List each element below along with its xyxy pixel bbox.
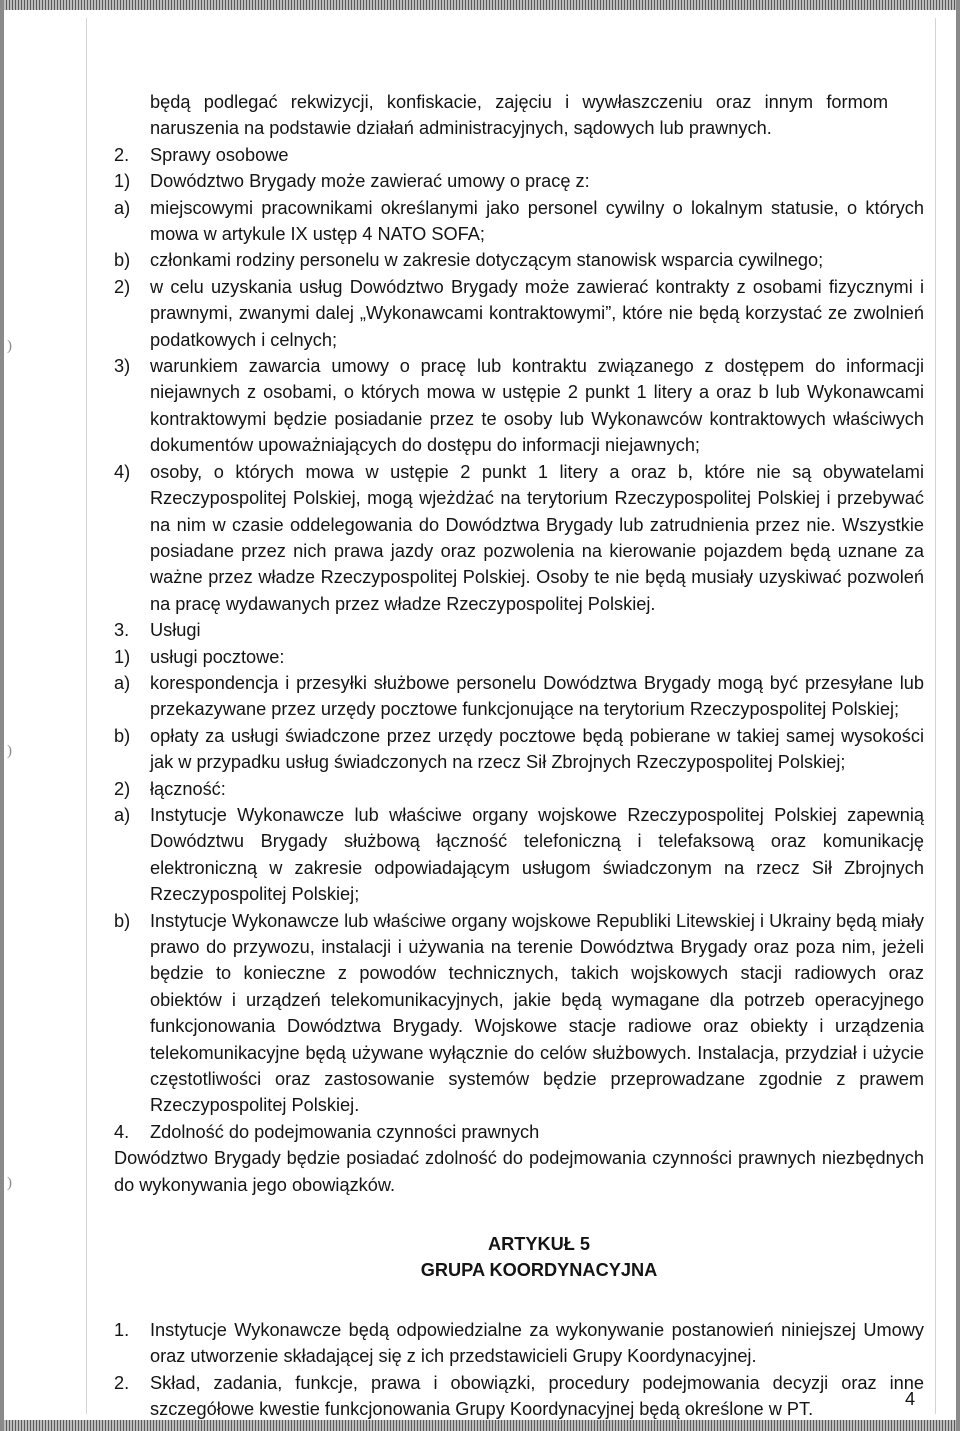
- scan-border-left: [0, 0, 4, 1431]
- spacer: [114, 1198, 924, 1231]
- article-title: GRUPA KOORDYNACYJNA: [420, 1260, 658, 1281]
- item-number: 1.: [114, 1319, 130, 1340]
- article-number: ARTYKUŁ 5: [487, 1234, 591, 1255]
- list-item: [114, 908, 924, 1119]
- punch-mark: ): [7, 1175, 12, 1191]
- item-text: Instytucje Wykonawcze lub właściwe organy wojskowe Republiki Litewskiej i Ukrainy będą miały prawo do przywozu, instalacji i używania na terenie Dowództwa Brygady oraz poza nim, jeżeli będzie to konieczne z powodów technicznych, takich wojskowych stacji radiowych oraz obiektów i urządzeń telekomunikacyjnych, jakie będą wymagane dla potrzeb operacyjnego funkcjonowania Dowództwa Brygady. Wojskowe stacje radiowe oraz obiekty i urządzenia telekomunikacyjne będą używane wyłącznie do celów służbowych. Instalacja, przydział i użycie częstotliwości oraz zastosowanie systemów będzie przeprowadzane zgodnie z prawem Rzeczypospolitej Polskiej.: [150, 910, 924, 1116]
- item-text: łączność:: [150, 778, 226, 799]
- closing-paragraph: Dowództwo Brygady będzie posiadać zdolność do podejmowania czynności prawnych niezbędnych do wykonywania jego obowiązków.: [114, 1148, 924, 1195]
- section-heading: [114, 1119, 924, 1145]
- item-text: Skład, zadania, funkcje, prawa i obowiązki, procedury podejmowania decyzji oraz inne szczegółowe kwestie funkcjonowania Grupy Koordynacyjnej będą określone w PT.: [150, 1372, 924, 1420]
- list-item: [114, 168, 924, 194]
- item-number: 4.: [114, 1121, 130, 1142]
- item-number: 3): [114, 356, 131, 377]
- item-text: w celu uzyskania usług Dowództwo Brygady może zawierać kontrakty z osobami fizycznymi i prawnymi, zwanymi dalej „Wykonawcami kontraktowymi”, które nie będą korzystać ze zwolnień podatkowych i celnych;: [150, 276, 924, 350]
- list-item: [114, 776, 924, 802]
- item-number: b): [114, 725, 131, 746]
- list-item: [114, 247, 924, 273]
- list-item: [114, 723, 924, 776]
- document-body: [114, 89, 924, 1423]
- item-text: warunkiem zawarcia umowy o pracę lub kontraktu związanego z dostępem do informacji niejawnych z osobami, o których mowa w ustępie 2 punkt 1 litery a oraz b lub Wykonawcami kontraktowymi będzie posiadanie przez te osoby lub Wykonawców kontraktowych właściwych dokumentów upoważniających do dostępu do informacji niejawnych;: [150, 356, 924, 456]
- item-number: 2.: [114, 144, 130, 165]
- section-heading: [114, 617, 924, 643]
- item-number: 1): [114, 646, 131, 667]
- item-number: a): [114, 804, 131, 825]
- list-item: [114, 459, 924, 617]
- punch-mark: ): [7, 743, 12, 759]
- item-text: osoby, o których mowa w ustępie 2 punkt 1 litery a oraz b, które nie są obywatelami Rzeczypospolitej Polskiej, mogą wjeżdżać na terytorium Rzeczypospolitej Polskiej i przebywać na nim w czasie oddelegowania do Dowództwa Brygady lub zatrudnienia przez nie. Wszystkie posiadane przez nich prawa jazdy oraz pozwolenia na kierowanie pojazdem będą uznane za ważne przez władze Rzeczypospolitej Polskiej. Osoby te nie będą musiały uzyskiwać pozwoleń na pracę wydawanych przez władze Rzeczypospolitej Polskiej.: [150, 461, 924, 614]
- item-number: 1): [114, 171, 131, 192]
- item-number: 2.: [114, 1372, 130, 1393]
- list-item: [114, 195, 924, 248]
- item-text: Dowództwo Brygady może zawierać umowy o pracę z:: [150, 171, 590, 192]
- item-text: Instytucje Wykonawcze lub właściwe organy wojskowe Rzeczypospolitej Polskiej zapewnią Dowództwu Brygady służbową łączność telefoniczną i telefaksową oraz komunikację elektroniczną w zakresie odpowiadającym usługom świadczonym na rzecz Sił Zbrojnych Rzeczypospolitej Polskiej;: [150, 804, 924, 905]
- item-number: a): [114, 197, 131, 218]
- list-item: [114, 1370, 924, 1423]
- section-heading: [114, 142, 924, 168]
- page-number: 4: [905, 1389, 916, 1409]
- item-text: Instytucje Wykonawcze będą odpowiedzialne za wykonywanie postanowień niniejszej Umowy oraz utworzenie składającej się z ich przedstawicieli Grupy Koordynacyjnej.: [150, 1319, 924, 1367]
- item-number: 2): [114, 276, 131, 297]
- item-number: a): [114, 672, 131, 693]
- item-number: 2): [114, 778, 131, 799]
- scan-border-right: [956, 0, 960, 1431]
- list-item: [114, 802, 924, 908]
- item-text: członkami rodziny personelu w zakresie dotyczącym stanowisk wsparcia cywilnego;: [150, 250, 824, 271]
- item-text: opłaty za usługi świadczone przez urzędy pocztowe będą pobierane w takiej samej wysokości jak w przypadku usług świadczonych na rzecz Sił Zbrojnych Rzeczypospolitej Polskiej;: [150, 725, 924, 773]
- item-text: usługi pocztowe:: [150, 646, 285, 667]
- item-text: korespondencja i przesyłki służbowe personelu Dowództwa Brygady mogą być przesyłane lub przekazywane przez urzędy pocztowe funkcjonujące na terytorium Rzeczypospolitej Polskiej;: [150, 672, 924, 720]
- item-number: 4): [114, 461, 131, 482]
- item-text: miejscowymi pracownikami określanymi jako personel cywilny o lokalnym statusie, o których mowa w artykule IX ustęp 4 NATO SOFA;: [150, 197, 924, 245]
- list-item: [114, 353, 924, 459]
- list-item: [114, 1317, 924, 1370]
- punch-mark: ): [7, 338, 12, 354]
- item-number: 3.: [114, 620, 130, 641]
- item-text: Usługi: [150, 620, 201, 641]
- scan-border-top: [0, 0, 960, 10]
- item-text: Sprawy osobowe: [150, 144, 289, 165]
- list-item: [114, 670, 924, 723]
- list-item: [114, 274, 924, 353]
- paragraph-text: będą podlegać rekwizycji, konfiskacie, zajęciu i wywłaszczeniu oraz innym formom naruszenia na podstawie działań administracyjnych, sądowych lub prawnych.: [150, 92, 888, 139]
- item-text: Zdolność do podejmowania czynności prawnych: [150, 1121, 540, 1142]
- paragraph-continuation: [150, 89, 888, 142]
- item-number: b): [114, 910, 131, 931]
- spacer: [114, 1284, 924, 1317]
- item-number: b): [114, 250, 131, 271]
- list-item: [114, 644, 924, 670]
